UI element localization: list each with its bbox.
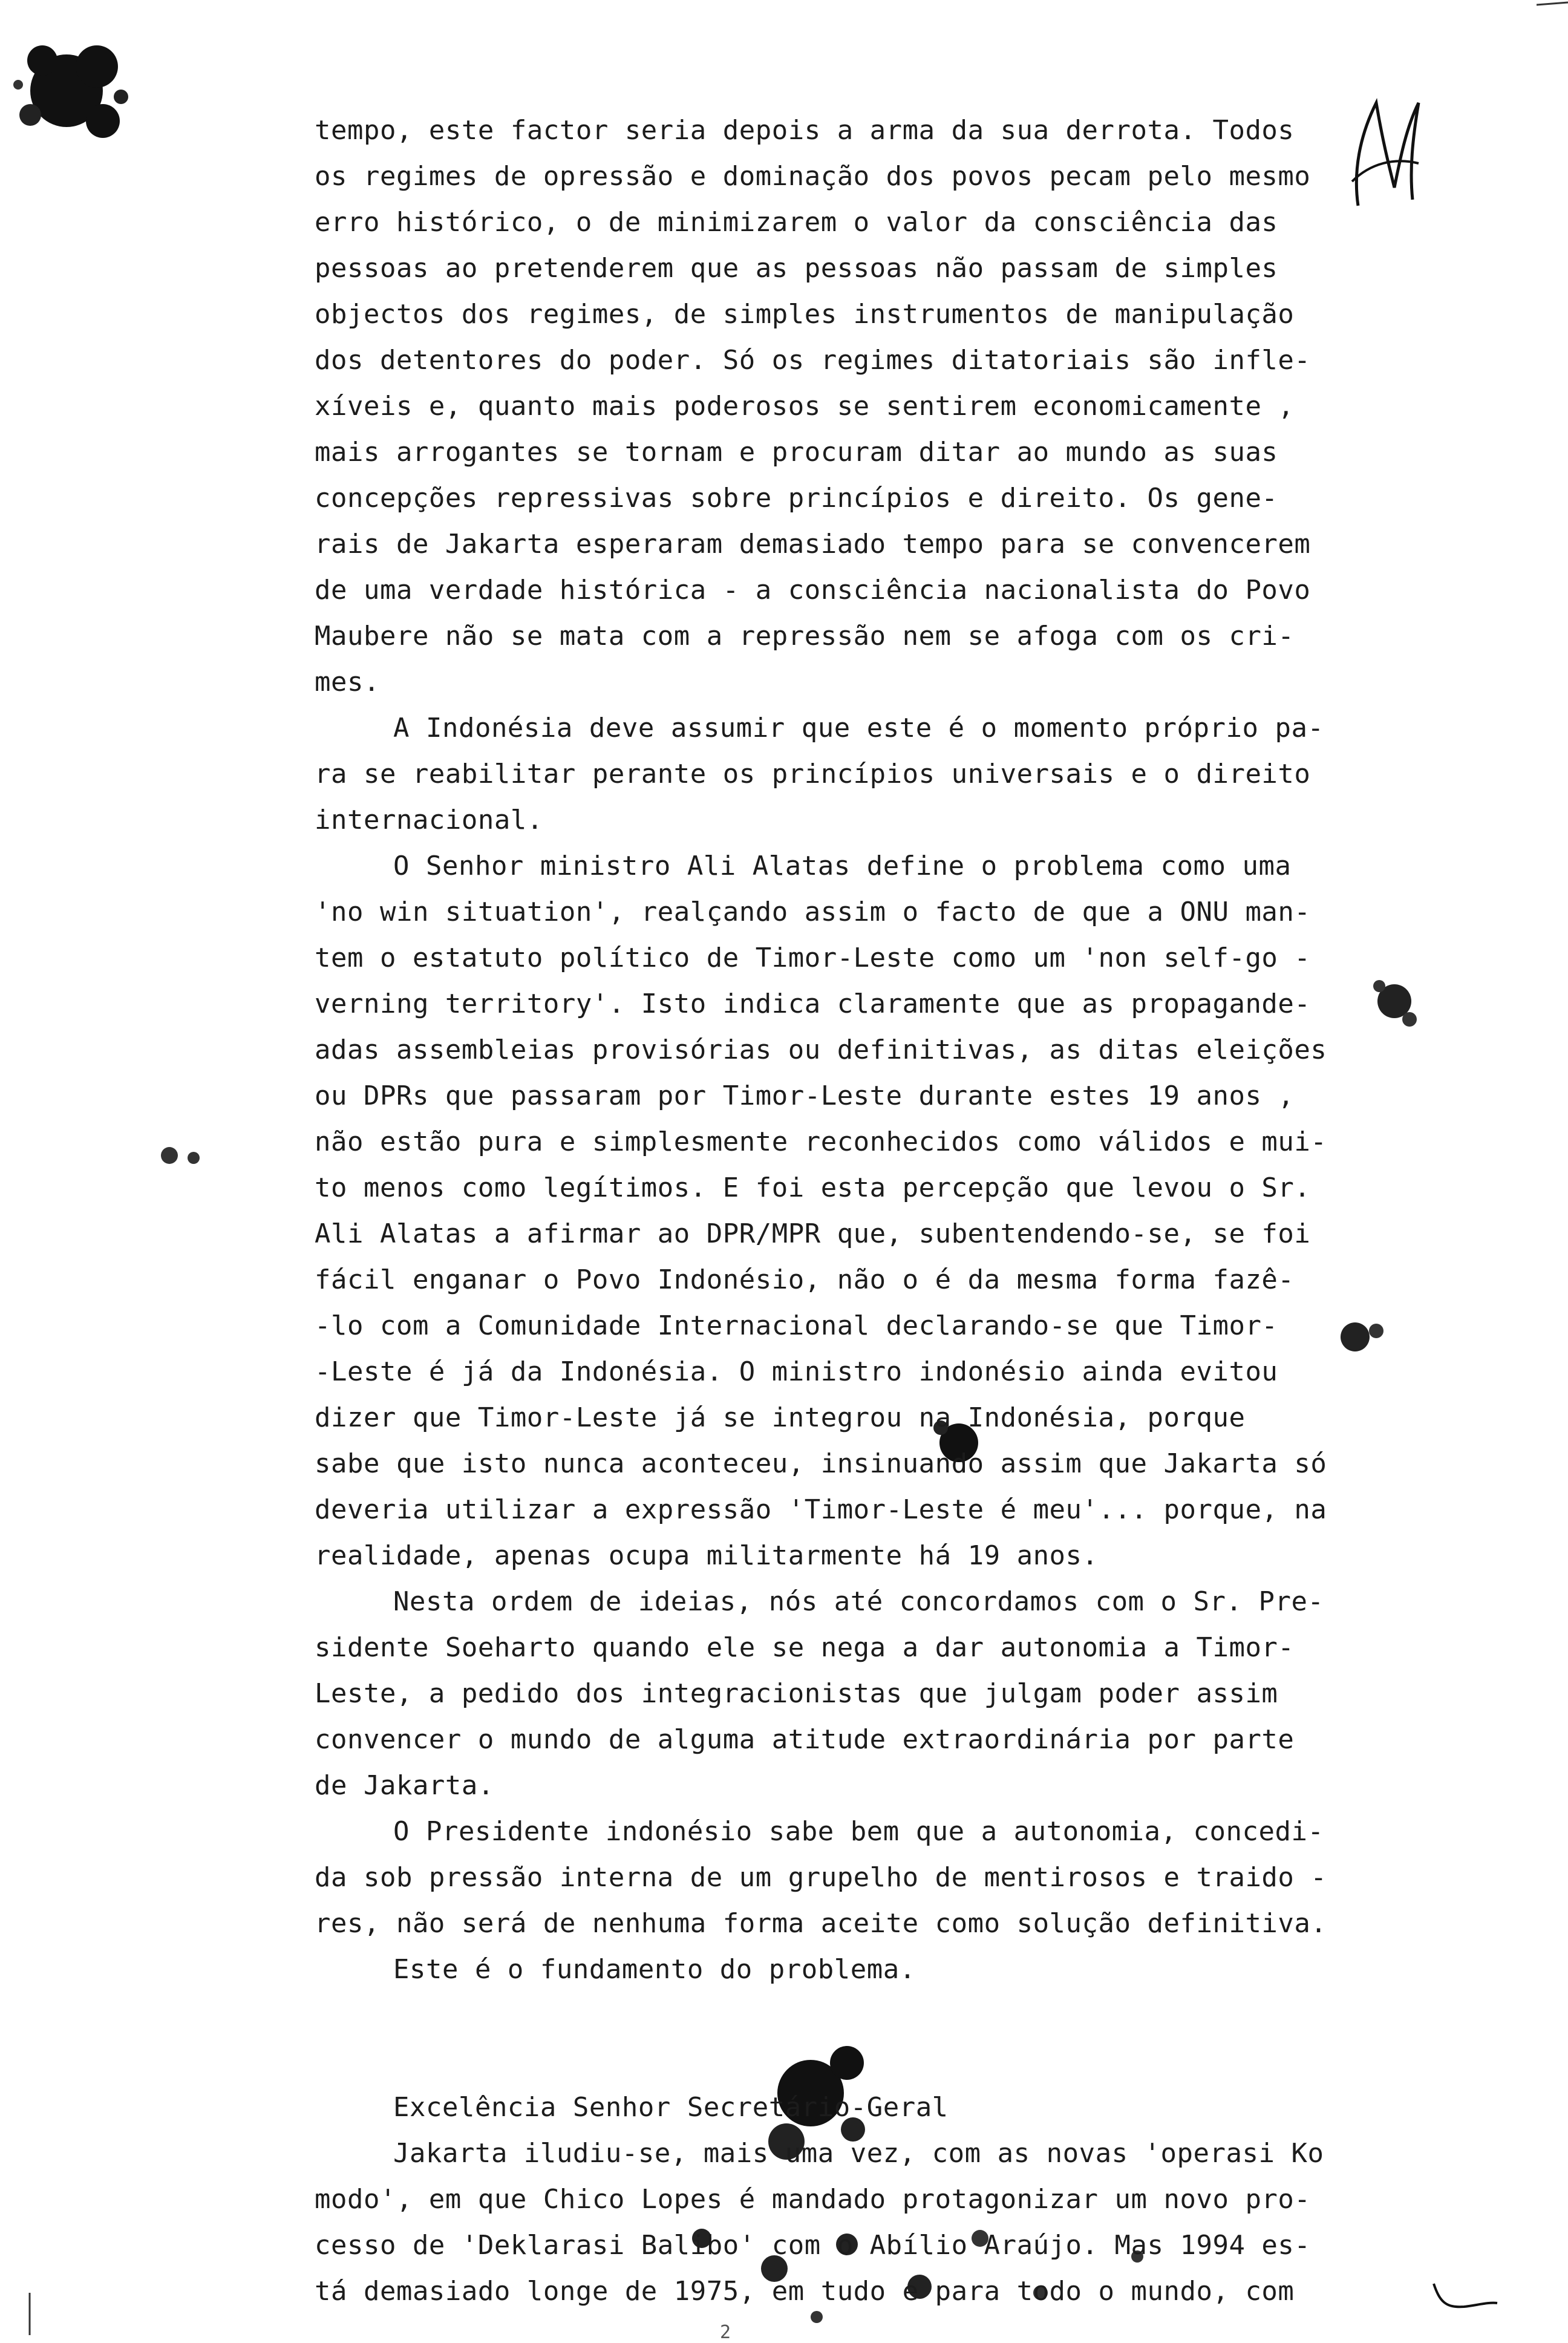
ink-blot-right-1	[1367, 968, 1422, 1034]
paragraph-start: Jakarta iludiu-se, mais uma vez, com as novas 'operasi Ko	[393, 2138, 1324, 2169]
text-line: ou DPRs que passaram por Timor-Leste durante estes 19 anos ,	[315, 1080, 1295, 1111]
text-line: Maubere não se mata com a repressão nem se afoga com os cri-	[315, 621, 1295, 652]
paragraph-start: A Indonésia deve assumir que este é o momento próprio pa-	[393, 713, 1324, 743]
ink-blot-left	[151, 1137, 218, 1174]
margin-scribble	[1428, 2272, 1500, 2314]
text-line: convencer o mundo de alguma atitude extraordinária por parte	[315, 1724, 1295, 1755]
text-line: concepções repressivas sobre princípios e direito. Os gene-	[315, 483, 1278, 514]
corner-mark	[1537, 0, 1568, 24]
text-line: da sob pressão interna de um grupelho de mentirosos e traido -	[315, 1862, 1327, 1893]
section-gap	[315, 1993, 1343, 2085]
text-line: sidente Soeharto quando ele se nega a dar autonomia a Timor-	[315, 1632, 1295, 1663]
text-line: mais arrogantes se tornam e procuram ditar ao mundo as suas	[315, 437, 1278, 468]
text-line: xíveis e, quanto mais poderosos se sentirem economicamente ,	[315, 391, 1295, 422]
text-line: de uma verdade histórica - a consciência nacionalista do Povo	[315, 575, 1311, 606]
text-line: modo', em que Chico Lopes é mandado protagonizar um novo pro-	[315, 2184, 1311, 2215]
text-line: cesso de 'Deklarasi Balibo' com o Abílio Araújo. Mas 1994 es-	[315, 2230, 1311, 2261]
text-line: rais de Jakarta esperaram demasiado tempo para se convencerem	[315, 529, 1311, 560]
text-line: tá demasiado longe de 1975, em tudo e para todo o mundo, com	[315, 2276, 1295, 2307]
margin-signature-mark	[1340, 91, 1431, 212]
text-line: os regimes de opressão e dominação dos povos pecam pelo mesmo	[315, 161, 1311, 192]
salutation-heading: Excelência Senhor Secretário-Geral	[393, 2092, 949, 2123]
text-line: tempo, este factor seria depois a arma da sua derrota. Todos	[315, 115, 1295, 146]
paragraph-start: O Senhor ministro Ali Alatas define o problema como uma	[393, 851, 1292, 881]
text-line: sabe que isto nunca aconteceu, insinuando assim que Jakarta só	[315, 1448, 1327, 1479]
text-line: mes.	[315, 667, 380, 698]
text-line: ra se reabilitar perante os princípios universais e o direito	[315, 759, 1311, 789]
text-line: dos detentores do poder. Só os regimes ditatoriais são infle-	[315, 345, 1311, 376]
text-line: erro histórico, o de minimizarem o valor da consciência das	[315, 207, 1278, 238]
paragraph-start: O Presidente indonésio sabe bem que a autonomia, concedi-	[393, 1816, 1324, 1847]
text-line: adas assembleias provisórias ou definitivas, as ditas eleições	[315, 1034, 1327, 1065]
text-line: to menos como legítimos. E foi esta percepção que levou o Sr.	[315, 1172, 1311, 1203]
page-edge-mark	[27, 2293, 32, 2335]
paragraph-start: Nesta ordem de ideias, nós até concordamos com o Sr. Pre-	[393, 1586, 1324, 1617]
text-line: res, não será de nenhuma forma aceite como solução definitiva.	[315, 1908, 1327, 1939]
text-line: pessoas ao pretenderem que as pessoas não passam de simples	[315, 253, 1278, 284]
page-number: 2	[720, 2322, 731, 2343]
text-line: objectos dos regimes, de simples instrumentos de manipulação	[315, 299, 1295, 330]
text-line: -lo com a Comunidade Internacional declarando-se que Timor-	[315, 1310, 1278, 1341]
text-line: 'no win situation', realçando assim o facto de que a ONU man-	[315, 897, 1311, 927]
text-line: realidade, apenas ocupa militarmente há 19 anos.	[315, 1540, 1099, 1571]
text-line: verning territory'. Isto indica claramente que as propagande-	[315, 989, 1311, 1019]
text-line: -Leste é já da Indonésia. O ministro indonésio ainda evitou	[315, 1356, 1278, 1387]
text-line: fácil enganar o Povo Indonésio, não o é da mesma forma fazê-	[315, 1264, 1295, 1295]
text-line: dizer que Timor-Leste já se integrou na Indonésia, porque	[315, 1402, 1246, 1433]
text-line: Ali Alatas a afirmar ao DPR/MPR que, subentendendo-se, se foi	[315, 1218, 1311, 1249]
text-line: internacional.	[315, 805, 543, 835]
text-line: Leste, a pedido dos integracionistas que julgam poder assim	[315, 1678, 1278, 1709]
document-body	[315, 108, 1343, 2315]
text-line: de Jakarta.	[315, 1770, 494, 1801]
paragraph-start: Este é o fundamento do problema.	[393, 1954, 916, 1985]
text-line: tem o estatuto político de Timor-Leste como um 'non self-go -	[315, 943, 1311, 973]
text-line: deveria utilizar a expressão 'Timor-Leste é meu'... porque, na	[315, 1494, 1327, 1525]
ink-blot-top-left	[6, 24, 145, 163]
text-line: não estão pura e simplesmente reconhecidos como válidos e mui-	[315, 1126, 1327, 1157]
